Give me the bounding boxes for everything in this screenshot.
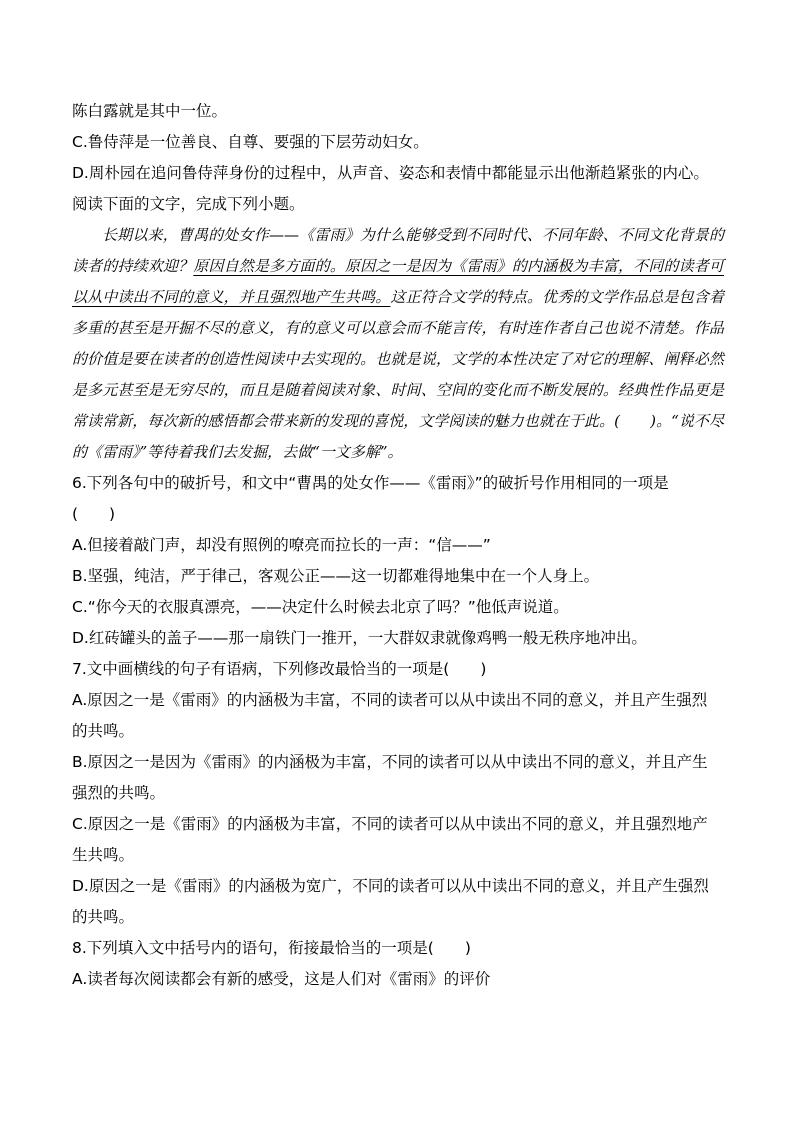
option-d: D.周朴园在追问鲁侍萍身份的过程中，从声音、姿态和表情中都能显示出他渐趋紧张的内心。 <box>72 164 709 182</box>
q6-stem: 6.下列各句中的破折号，和文中“曹禺的处女作——《雷雨》”的破折号作用相同的一项是 <box>72 474 669 492</box>
underlined-sentence-1: 原因自然是多方面的。 <box>193 257 345 275</box>
reading-passage <box>72 220 724 468</box>
q8-option-a: A.读者每次阅读都会有新的感受，这是人们对《雷雨》的评价 <box>72 970 491 988</box>
q7-option-a-line2: 的共鸣。 <box>72 722 135 740</box>
q7-option-a-line1: A.原因之一是《雷雨》的内涵极为丰富，不同的读者可以从中读出不同的意义，并且产生强烈 <box>72 691 708 709</box>
q8-stem: 8.下列填入文中括号内的语句，衔接最恰当的一项是( ) <box>72 939 471 957</box>
exam-page <box>72 96 724 995</box>
q7-stem: 7.文中画横线的句子有语病，下列修改最恰当的一项是( ) <box>72 660 487 678</box>
q7-option-c-line1: C.原因之一是《雷雨》的内涵极为丰富，不同的读者可以从中读出不同的意义，并且强烈地产 <box>72 815 708 833</box>
underlined-sentence-2: 原因之一是因为《雷雨》的内涵极为丰富，不同的读者可以从中读出不同的意义，并且强烈地产生共鸣。 <box>72 257 724 306</box>
q7-option-b-line2: 强烈的共鸣。 <box>72 784 166 802</box>
text-line: 陈白露就是其中一位。 <box>72 102 228 120</box>
q6-option-b: B.坚强，纯洁，严于律己，客观公正——这一切都难得地集中在一个人身上。 <box>72 567 600 585</box>
q7-option-d-line1: D.原因之一是《雷雨》的内涵极为宽广，不同的读者可以从中读出不同的意义，并且产生强烈 <box>72 877 709 895</box>
passage-body: 这正符合文学的特点。优秀的文学作品总是包含着多重的甚至是开掘不尽的意义，有的意义可以意会而不能言传，有时连作者自己也说不清楚。作品的价值是要在读者的创造性阅读中去实现的。也就是说，文学的本性决定了对它的理解、阐释必然是多元甚至是无穷尽的，而且是随着阅读对象、时间、空间的变化而不断发展的。经典性作品更是常读常新，每次新的感悟都会带来新的发现的喜悦，文学阅读的魅力也就在于此。( )。“说不尽的《雷雨》”等待着我们去发掘，去做“一文多解”。 <box>72 288 724 461</box>
q7-option-c-line2: 生共鸣。 <box>72 846 135 864</box>
instruction: 阅读下面的文字，完成下列小题。 <box>72 195 305 213</box>
q7-option-d-line2: 的共鸣。 <box>72 908 135 926</box>
option-c: C.鲁侍萍是一位善良、自尊、要强的下层劳动妇女。 <box>72 133 429 151</box>
q6-option-a: A.但接着敲门声，却没有照例的嘹亮而拉长的一声：“信——” <box>72 536 491 554</box>
q7-option-b-line1: B.原因之一是因为《雷雨》的内涵极为丰富，不同的读者可以从中读出不同的意义，并且产生 <box>72 753 708 771</box>
q6-option-d: D.红砖罐头的盖子——那一扇铁门一推开，一大群奴隶就像鸡鸭一般无秩序地冲出。 <box>72 629 647 647</box>
q6-answer-paren: ( ) <box>72 505 116 523</box>
q6-option-c: C.“你今天的衣服真漂亮，——决定什么时候去北京了吗？”他低声说道。 <box>72 598 569 616</box>
passage-intro: 长期以来，曹禺的处女作——《雷雨》为什么能够受到不同时代、不同年龄、不同文化背景的读者的持续欢迎？ <box>72 226 724 275</box>
